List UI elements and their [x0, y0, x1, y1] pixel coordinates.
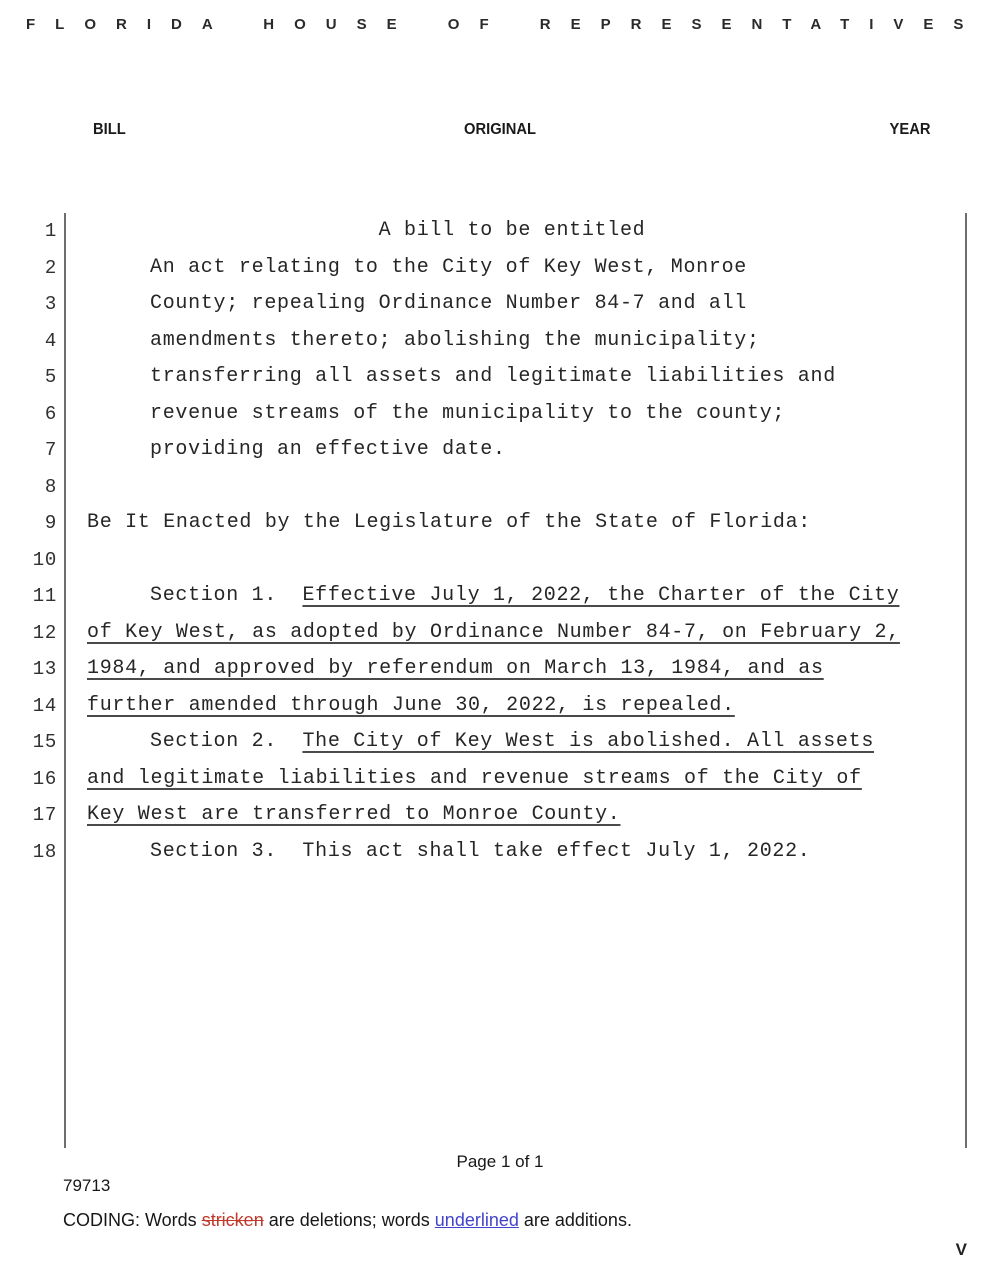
line-number: 3 [44, 293, 57, 315]
line-text [59, 359, 965, 396]
line-number: 13 [32, 658, 57, 680]
line-text [59, 396, 965, 433]
bill-label: BILL [93, 121, 126, 138]
underlined-text-segment: further amended through June 30, 2022, is repealed. [87, 693, 735, 717]
text-segment: County; repealing Ordinance Number 84-7 and all [150, 292, 747, 315]
line-text [59, 761, 965, 798]
line-number: 11 [32, 585, 57, 607]
bill-line [0, 359, 965, 396]
bill-line [0, 432, 965, 469]
bill-line [0, 213, 965, 250]
line-text [59, 250, 965, 287]
text-segment: Section 1. [150, 584, 303, 607]
underlined-text-segment: Effective July 1, 2022, the Charter of the City [302, 584, 900, 607]
bill-line [0, 724, 965, 761]
bill-line [0, 615, 965, 652]
bill-line [0, 469, 965, 506]
bill-line [0, 505, 965, 542]
bill-line [0, 688, 965, 725]
line-text [59, 213, 965, 250]
bill-line [0, 323, 965, 360]
bill-line [0, 396, 965, 433]
line-number: 6 [44, 402, 57, 425]
underlined-text-segment: Key West are transferred to Monroe County. [87, 803, 621, 826]
line-text [59, 615, 965, 652]
line-number: 18 [32, 840, 57, 863]
line-number: 7 [44, 439, 57, 461]
underlined-text-segment: 1984, and approved by referendum on March 13, 1984, and as [87, 657, 824, 680]
underlined-text-segment: and legitimate liabilities and revenue streams of the City of [87, 766, 862, 790]
coding-middle: are deletions; words [263, 1210, 435, 1230]
coding-suffix: are additions. [518, 1210, 632, 1230]
line-text [59, 432, 965, 469]
line-text [59, 834, 965, 871]
text-segment: Be It Enacted by the Legislature of the State of Florida: [87, 511, 812, 534]
line-text [59, 286, 965, 323]
version-marker: V [955, 1240, 967, 1259]
coding-prefix: CODING: Words [63, 1210, 202, 1230]
right-rule [965, 213, 967, 1148]
coding-legend [63, 1210, 632, 1231]
line-number: 2 [44, 256, 57, 279]
bill-line [0, 578, 965, 615]
stricken-sample: stricken [201, 1210, 264, 1230]
text-segment: transferring all assets and legitimate liabilities and [150, 365, 836, 388]
line-text [59, 323, 965, 360]
doc-label-row [0, 121, 1000, 141]
line-number: 5 [44, 366, 57, 388]
text-segment: revenue streams of the municipality to the county; [150, 401, 786, 425]
document-number: 79713 [63, 1176, 111, 1195]
line-number: 1 [44, 220, 57, 242]
line-number: 14 [32, 694, 57, 717]
line-text [59, 688, 965, 725]
line-number: 4 [44, 329, 57, 352]
text-segment: Section 2. [150, 730, 303, 753]
text-segment: An act relating to the City of Key West, Monroe [150, 255, 747, 279]
line-text [59, 724, 965, 761]
underlined-sample: underlined [434, 1210, 519, 1230]
bill-line [0, 542, 965, 579]
line-number: 8 [44, 475, 57, 498]
line-text [59, 578, 965, 615]
underlined-text-segment: of Key West, as adopted by Ordinance Number 84-7, on February 2, [87, 620, 900, 644]
year-label: YEAR [889, 121, 930, 138]
line-text [59, 469, 965, 506]
masthead-title: FLORIDA HOUSE OF REPRESENTATIVES [26, 16, 984, 33]
bill-line [0, 651, 965, 688]
bill-line [0, 797, 965, 834]
bill-line [0, 250, 965, 287]
bill-text-body [0, 213, 965, 870]
line-number: 9 [44, 512, 57, 534]
bill-line [0, 761, 965, 798]
text-segment: A bill to be entitled [378, 219, 646, 242]
line-text [59, 797, 965, 834]
text-segment: Section 3. This act shall take effect July 1, 2022. [150, 839, 811, 863]
line-number: 16 [32, 767, 57, 790]
line-number: 15 [32, 731, 57, 753]
line-number: 10 [32, 548, 57, 571]
page-indicator: Page 1 of 1 [456, 1152, 544, 1171]
bill-line [0, 286, 965, 323]
original-label: ORIGINAL [464, 121, 536, 138]
line-text [59, 651, 965, 688]
text-segment: providing an effective date. [150, 438, 506, 461]
text-segment: amendments thereto; abolishing the municipality; [150, 328, 760, 352]
bill-line [0, 834, 965, 871]
line-text [59, 542, 965, 579]
line-number: 12 [32, 621, 57, 644]
line-text [59, 505, 965, 542]
underlined-text-segment: The City of Key West is abolished. All assets [302, 730, 875, 753]
line-number: 17 [32, 804, 57, 826]
